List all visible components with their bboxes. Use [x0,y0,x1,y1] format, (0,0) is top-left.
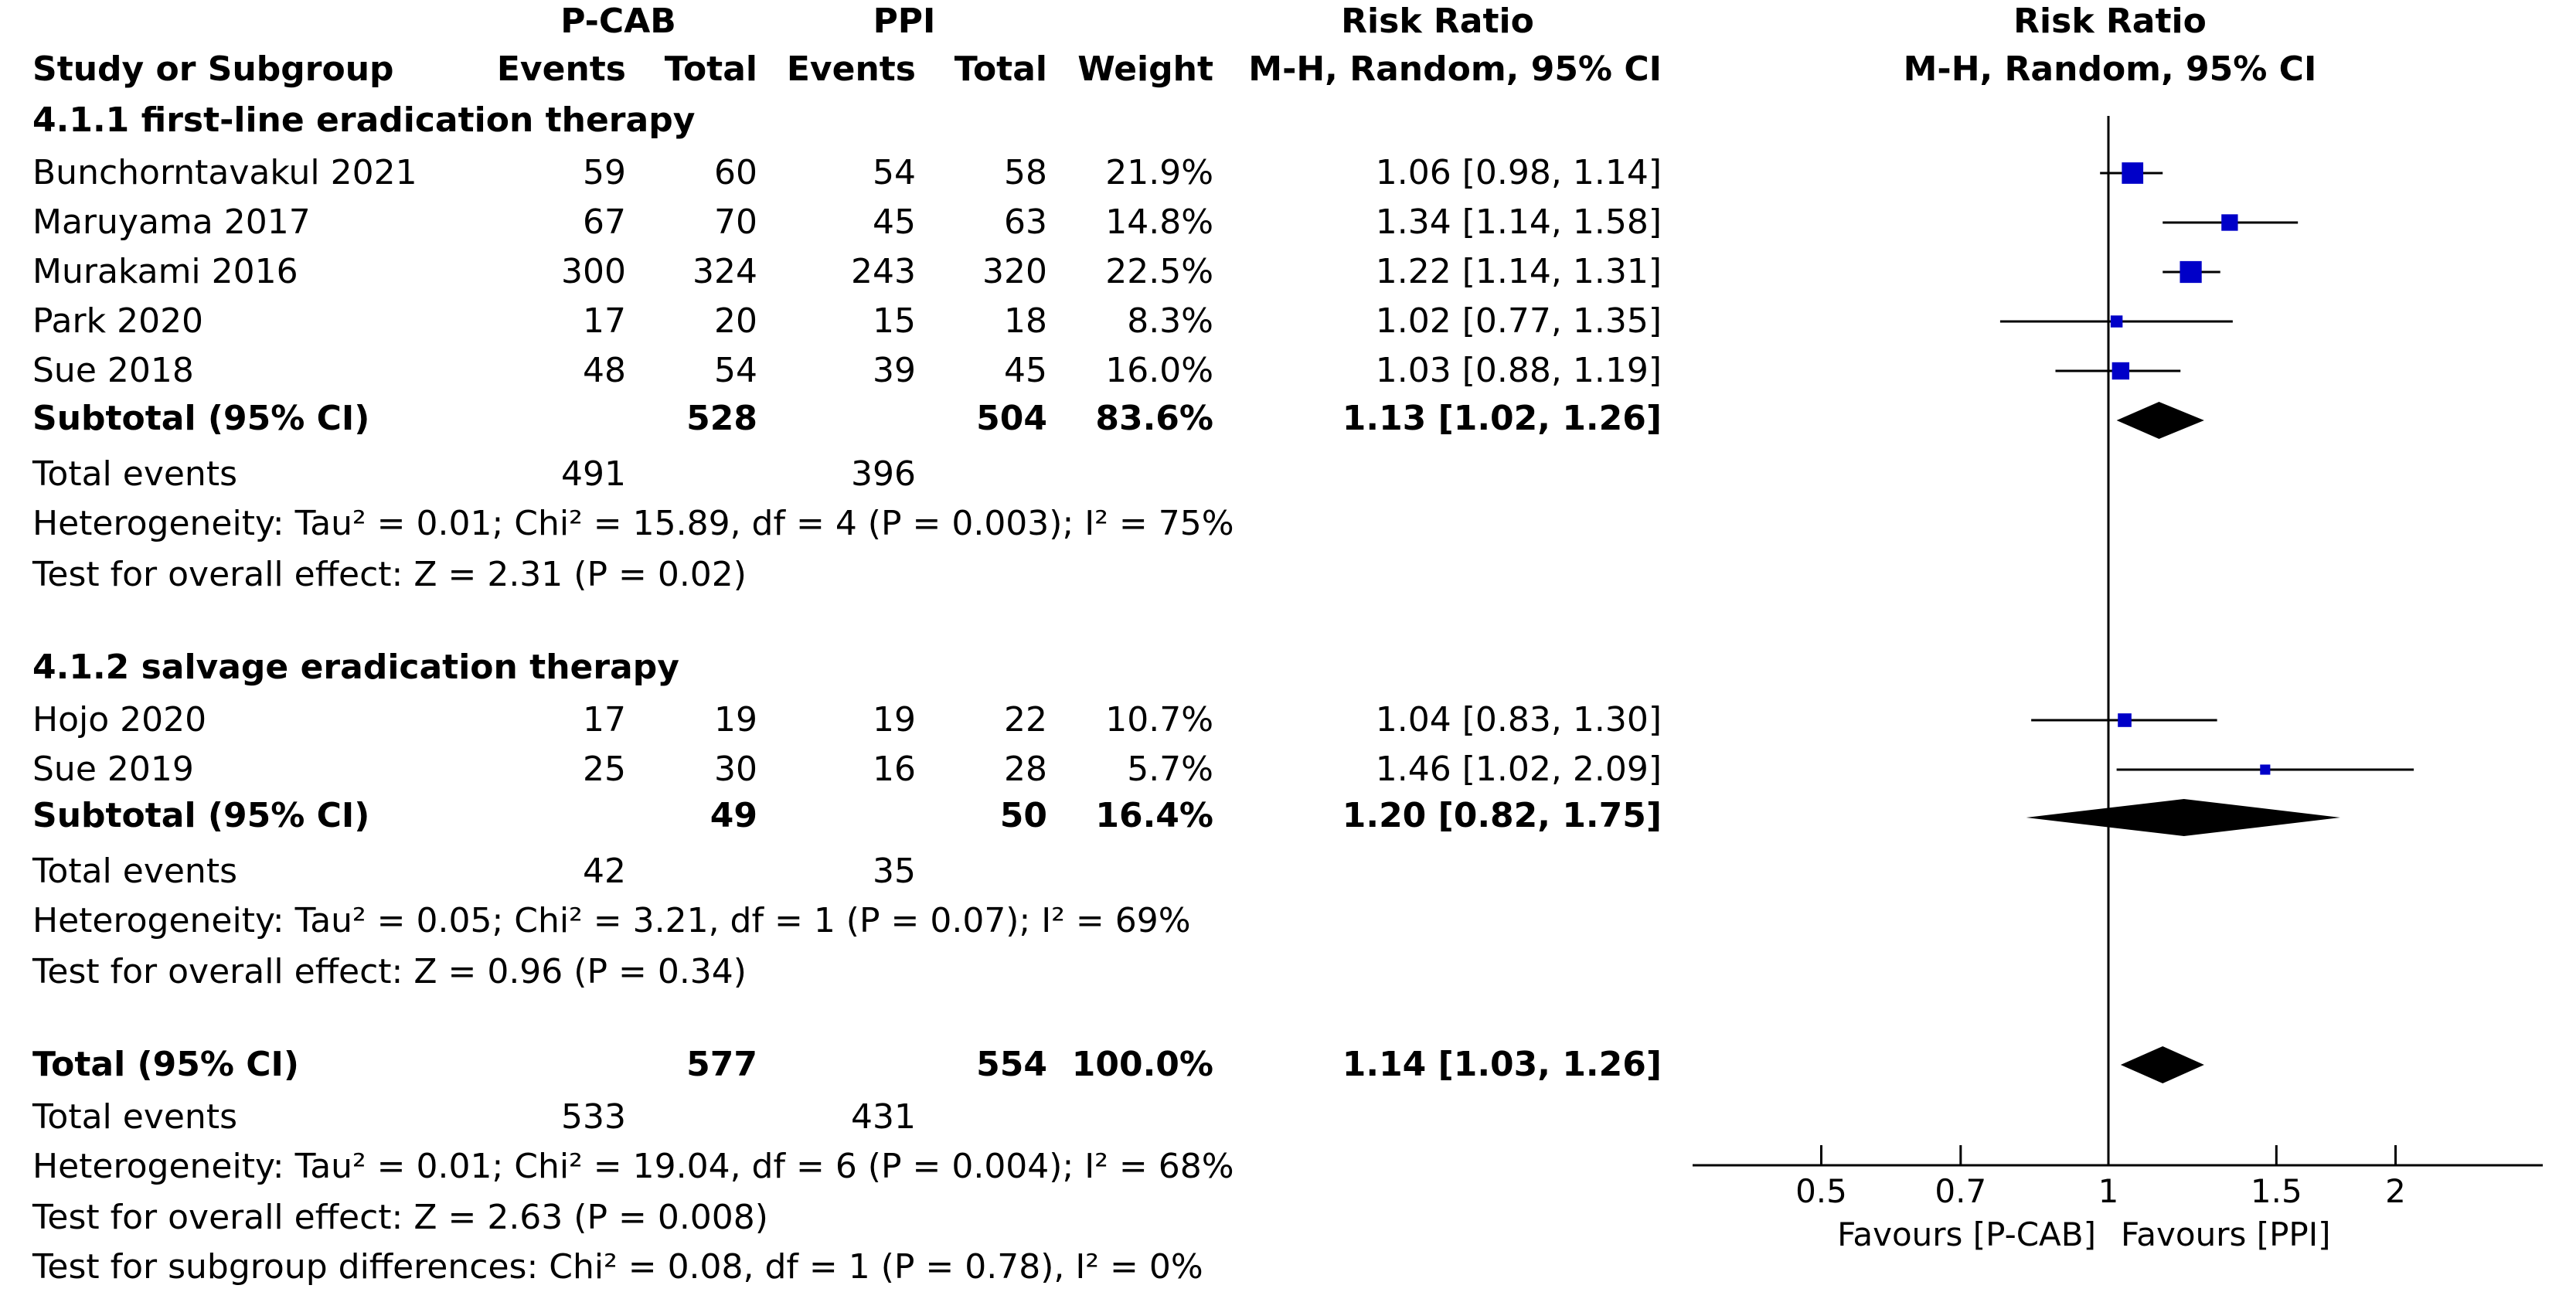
total-events-ppi: 35 [873,852,916,891]
col-events2-header: Events [786,49,916,89]
x-axis-tick-label: 2 [2385,1172,2406,1210]
subtotal-risk-ratio-ci: 1.13 [1.02, 1.26] [1342,399,1662,438]
events-ppi: 54 [873,153,916,192]
subtotal-total-ppi: 504 [976,399,1047,438]
risk-ratio-ci: 1.22 [1.14, 1.31] [1375,252,1662,291]
total-ppi: 320 [982,252,1047,291]
col-total1-header: Total [664,49,757,89]
rr-column-header: Risk Ratio [1341,2,1534,41]
plot-method-header: M-H, Random, 95% CI [1903,49,2317,89]
heterogeneity-note: Heterogeneity: Tau² = 0.05; Chi² = 3.21, df = 1 (P = 0.07); I² = 69% [32,901,1191,940]
subtotal-weight: 16.4% [1095,796,1213,835]
col-total2-header: Total [954,49,1047,89]
total-events-pcab: 533 [561,1097,626,1137]
events-ppi: 19 [873,700,916,740]
events-pcab: 59 [583,153,626,192]
subtotal-label: Subtotal (95% CI) [32,796,370,835]
subtotal-total-ppi: 50 [999,796,1047,835]
study-label: Maruyama 2017 [32,202,311,242]
events-pcab: 17 [583,301,626,341]
weight: 14.8% [1105,202,1213,242]
total-pcab: 70 [714,202,757,242]
total-ppi: 58 [1004,153,1047,192]
favours-left-label: Favours [P-CAB] [1837,1216,2096,1253]
study-point-marker [2180,261,2201,283]
total-events-ppi: 396 [851,454,916,494]
total-pcab: 20 [714,301,757,341]
overall-effect-note: Test for overall effect: Z = 2.31 (P = 0.02) [32,555,747,594]
total-events-label: Total events [32,1097,237,1137]
study-label: Murakami 2016 [32,252,298,291]
events-pcab: 300 [561,252,626,291]
x-axis-tick-label: 1 [2098,1172,2119,1210]
subgroup-heading: 4.1.2 salvage eradication therapy [32,648,679,687]
subtotal-total-pcab: 528 [686,399,757,438]
overall-total-label: Total (95% CI) [32,1045,300,1084]
study-label: Sue 2019 [32,750,194,789]
x-axis-tick-label: 1.5 [2250,1172,2302,1210]
total-events-label: Total events [32,454,237,494]
heterogeneity-note: Heterogeneity: Tau² = 0.01; Chi² = 19.04, df = 6 (P = 0.004); I² = 68% [32,1147,1234,1186]
risk-ratio-ci: 1.46 [1.02, 2.09] [1375,750,1662,789]
subtotal-total-pcab: 49 [710,796,757,835]
study-label: Park 2020 [32,301,204,341]
weight: 5.7% [1127,750,1213,789]
study-point-marker [2260,764,2270,774]
risk-ratio-ci: 1.02 [0.77, 1.35] [1375,301,1662,341]
weight: 8.3% [1127,301,1213,341]
overall-weight: 100.0% [1071,1045,1213,1084]
weight: 21.9% [1105,153,1213,192]
total-pcab: 30 [714,750,757,789]
events-pcab: 17 [583,700,626,740]
events-ppi: 45 [873,202,916,242]
total-events-label: Total events [32,852,237,891]
col-study-header: Study or Subgroup [32,49,394,89]
study-point-marker [2111,315,2122,327]
col-events1-header: Events [496,49,626,89]
subtotal-risk-ratio-ci: 1.20 [0.82, 1.75] [1342,796,1662,835]
pooled-estimate-diamond [2026,799,2340,836]
overall-total-pcab: 577 [686,1045,757,1084]
study-label: Hojo 2020 [32,700,207,740]
weight: 16.0% [1105,351,1213,390]
risk-ratio-ci: 1.06 [0.98, 1.14] [1375,153,1662,192]
total-ppi: 18 [1004,301,1047,341]
subtotal-label: Subtotal (95% CI) [32,399,370,438]
events-pcab: 48 [583,351,626,390]
pooled-estimate-diamond [2117,402,2204,439]
total-ppi: 63 [1004,202,1047,242]
group1-header: P-CAB [560,2,676,41]
subgroup-differences-note: Test for subgroup differences: Chi² = 0.08, df = 1 (P = 0.78), I² = 0% [32,1247,1203,1287]
total-events-ppi: 431 [851,1097,916,1137]
events-ppi: 39 [873,351,916,390]
total-pcab: 324 [692,252,757,291]
total-events-pcab: 42 [583,852,626,891]
favours-right-label: Favours [PPI] [2121,1216,2331,1253]
risk-ratio-ci: 1.04 [0.83, 1.30] [1375,700,1662,740]
x-axis-tick-label: 0.5 [1795,1172,1847,1210]
events-ppi: 243 [851,252,916,291]
x-axis-tick-label: 0.7 [1935,1172,1987,1210]
study-point-marker [2118,713,2132,727]
events-ppi: 15 [873,301,916,341]
weight: 22.5% [1105,252,1213,291]
col-weight-header: Weight [1077,49,1213,89]
overall-risk-ratio-ci: 1.14 [1.03, 1.26] [1342,1045,1662,1084]
total-ppi: 22 [1004,700,1047,740]
risk-ratio-ci: 1.34 [1.14, 1.58] [1375,202,1662,242]
overall-effect-note: Test for overall effect: Z = 0.96 (P = 0.34) [32,952,747,991]
overall-total-ppi: 554 [976,1045,1047,1084]
total-ppi: 28 [1004,750,1047,789]
pooled-estimate-diamond [2121,1046,2204,1083]
total-pcab: 54 [714,351,757,390]
total-pcab: 60 [714,153,757,192]
plot-header: Risk Ratio [2013,2,2207,41]
study-label: Sue 2018 [32,351,194,390]
events-pcab: 25 [583,750,626,789]
study-label: Bunchorntavakul 2021 [32,153,417,192]
col-method-header: M-H, Random, 95% CI [1248,49,1662,89]
study-point-marker [2112,362,2129,379]
total-events-pcab: 491 [561,454,626,494]
study-point-marker [2122,162,2143,184]
events-ppi: 16 [873,750,916,789]
heterogeneity-note: Heterogeneity: Tau² = 0.01; Chi² = 15.89, df = 4 (P = 0.003); I² = 75% [32,504,1234,543]
events-pcab: 67 [583,202,626,242]
study-point-marker [2221,214,2237,230]
subtotal-weight: 83.6% [1095,399,1213,438]
total-ppi: 45 [1004,351,1047,390]
total-pcab: 19 [714,700,757,740]
risk-ratio-ci: 1.03 [0.88, 1.19] [1375,351,1662,390]
subgroup-heading: 4.1.1 first-line eradication therapy [32,100,696,140]
overall-effect-note: Test for overall effect: Z = 2.63 (P = 0.008) [32,1198,768,1237]
group2-header: PPI [873,2,936,41]
weight: 10.7% [1105,700,1213,740]
